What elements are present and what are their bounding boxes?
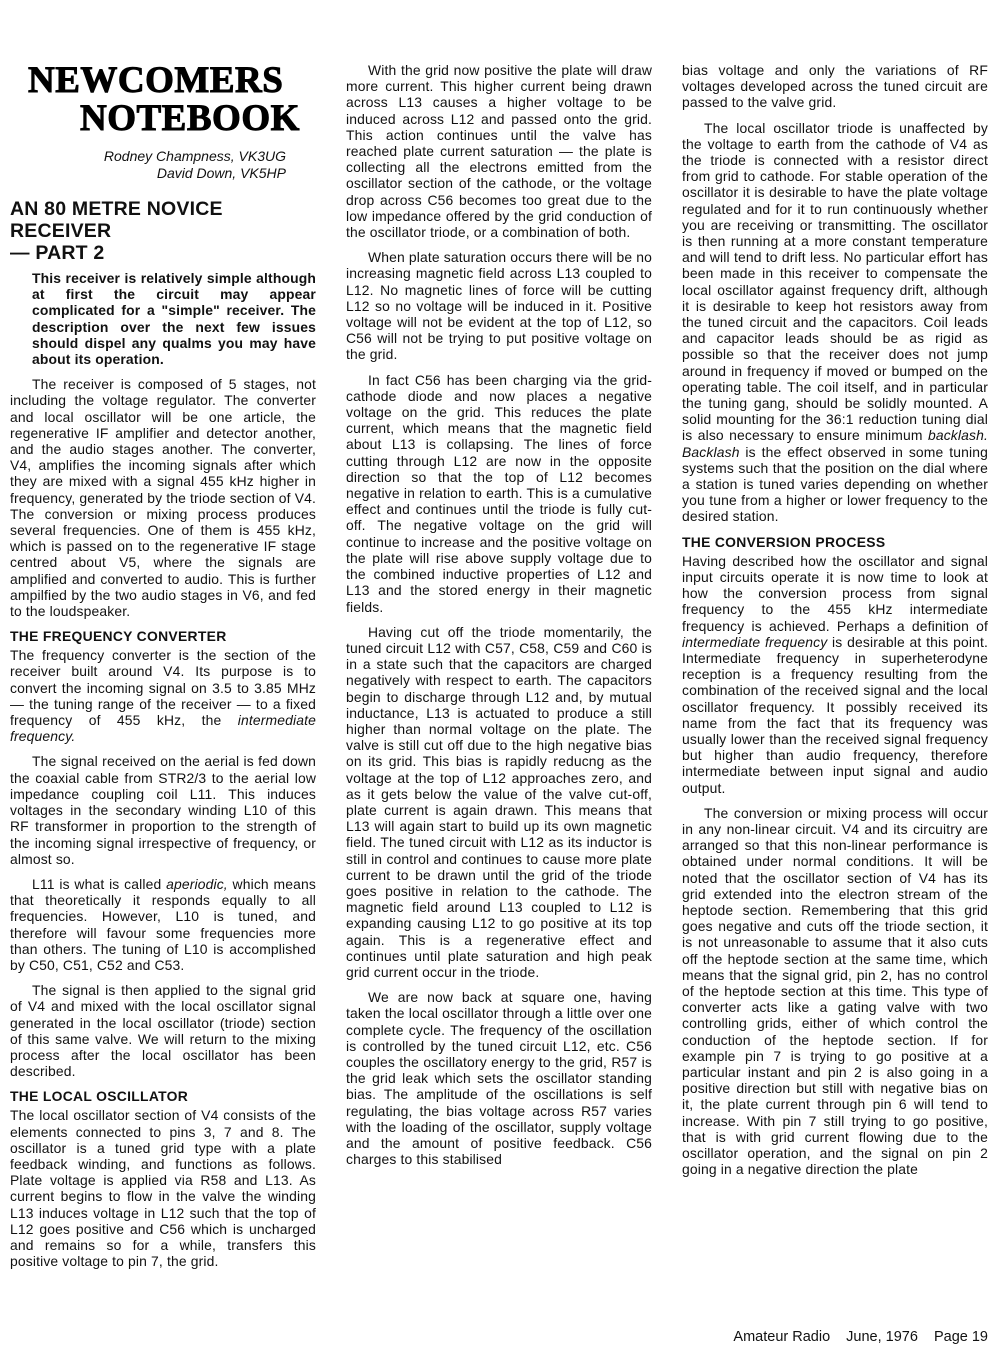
author-2: David Down, VK5HP	[156, 165, 286, 181]
body-paragraph	[682, 553, 988, 796]
masthead	[10, 62, 316, 138]
masthead-line-2: NOTEBOOK	[80, 98, 300, 139]
italic-term: backlash. Backlash	[682, 427, 988, 460]
text-run: Having described how the oscillator and signal input circuits operate it is now time to look at how the conversion process from signal frequency to the 455 kHz intermediate frequency is achieved. Perhaps a definition of	[682, 552, 988, 634]
body-paragraph: Having cut off the triode momentarily, the tuned circuit L12 with C57, C58, C59 and C60 is in a state such that the capacitors are charged negatively with respect to earth. The capacitors begin to discharge through L12 and, by mutual inductance, L13 is actuated to produce a still higher than normal voltage on the plate. The valve is still cut off due to the high negative bias on its grid. This bias is rapidly reducng as the voltage at the top of L12 approaches zero, and as it gets below the value of the valve cut-off, plate current is again drawn. This means that L13 will again start to build up its own magnetic field. The tuned circuit with L12 as its inductor is still in control and continues to cause more plate current to be drawn until the grid of the triode goes positive in relation to the cathode. The magnetic field around L13 coupled to L12 is expanding causing L12 to go positive at its top again. This is a regenerative effect and continues until plate saturation and high peak grid current occur in the triode.	[346, 623, 652, 980]
article-title	[10, 198, 316, 264]
body-paragraph: bias voltage and only the variations of RF voltages developed across the tuned circuit are passed to the valve grid.	[682, 62, 988, 111]
section-heading: THE CONVERSION PROCESS	[682, 533, 886, 550]
body-paragraph	[10, 647, 316, 744]
italic-term: aperiodic,	[166, 875, 228, 892]
body-paragraph: With the grid now positive the plate will draw more current. This higher current being drawn across L13 causes a higher voltage to be induced across L12 and passed onto the grid. This action continues until the valve has reached plate current saturation — the plate is collecting all the electrons emitted from the oscillator section of the cathode, or the voltage drop across C56 becomes too great due to the low impedance offered by the grid conduction of the oscillator triode, or a combination of both.	[346, 62, 652, 241]
body-paragraph: The conversion or mixing process will occur in any non-linear circuit. V4 and its circuitry are arranged so that this non-linear performance is obtained under normal conditions. It will be noted that the oscillator section of V4 has its grid extended into the electron stream of the heptode section. Remembering that this grid goes negative and cuts off the triode section, it is not unreasonable to assume that it also cuts off the heptode section at the same time, which means that the signal grid, pin 2, has no control of the heptode section at this time. This type of converter acts like a gating valve with two controlling grids, either of which control the conduction of the heptode section. If for example pin 7 is trying to go positive at a particular instant and pin 2 is also going in a positive direction but still with negative bias on it, the plate current through pin 6 will tend to increase. With pin 7 still trying to go positive, that is with grid current flowing due to the oscillator operation, and the signal on pin 2 going in a negative direction the plate	[682, 804, 988, 1178]
article-title-line-2: — PART 2	[10, 242, 105, 264]
text-run: is the effect observed in some tuning systems such that the position on the dial where a station is tuned varies depending on whether you tune from a higher or lower frequency to the desired station.	[682, 443, 988, 525]
body-paragraph: The signal is then applied to the signal grid of V4 and mixed with the local oscillator signal generated in the local oscillator (triode) section of this same valve. We will return to the mixing process after the local oscillator has been described.	[10, 982, 316, 1080]
column-1	[10, 62, 316, 1278]
text-run: The frequency converter is the section of the receiver built around V4. Its purpose is to convert the incoming signal on 3.5 to 3.85 MHz — the tuning range of the receiver — to a fixed frequency of 455 kHz, the	[10, 647, 316, 729]
column-3	[682, 62, 988, 1186]
body-paragraph: The local oscillator section of V4 consists of the elements connected to pins 3, 7 and 8. The oscillator is a tuned grid type with a plate feedback winding, and functions as follows. Plate voltage is applied via R58 and L13. As current begins to flow in the valve the winding L13 induces voltage in L12 such that the top of L12 goes positive and C56 which is uncharged and remains so for a while, transfers this positive voltage to pin 7, the grid.	[10, 1107, 316, 1270]
body-paragraph: The receiver is composed of 5 stages, not including the voltage regulator. The converter and local oscillator will be one article, the regenerative IF amplifier and detector another, and the audio stages another. The converter, V4, amplifies the incoming signals after which they are mixed with a signal 455 kHz higher in frequency, generated by the triode section of V4. The conversion or mixing process produces several frequencies. One of them is 455 kHz, which is passed on to the regenerative IF stage centred about V5, where the signals are amplified and converted to audio. This is further ampilfied by the two audio stages in V6, and fed to the loudspeaker.	[10, 376, 316, 620]
text-run: The local oscillator triode is unaffected by the voltage to earth from the cathode of V4 as the triode is connected with a resistor direct from grid to cathode. For stable operation of the oscillator it is desirable to have the plate voltage regulated and for it to run continuously whether you are receiving or transmitting. The oscillator is then running at a more constant temperature and will tend to drift less. No particular effort has been made in this receiver to compensate the local oscillator against frequency drift, although it is desirable to keep hot resistors away from the tuned circuit and the capacitors. Coil leads and capacitor leads should be as rigid as possible so that the receiver does not jump around in frequency if moved or bumped on the operating table. The coil itself, and in particular the tuning gang, should be solidly mounted. A solid mounting for the 36:1 reduction tuning dial is also necessary to ensure minimum	[682, 119, 988, 444]
author-byline	[10, 148, 286, 182]
article-title-line-1: AN 80 METRE NOVICE RECEIVER	[10, 198, 223, 242]
masthead-line-1: NEWCOMERS	[28, 60, 284, 101]
standfirst: This receiver is relatively simple although at first the circuit may appear complicated for a "simple" receiver. The description over the next few issues should dispel any qualms you may have about its operation.	[32, 270, 316, 368]
issue-date: June, 1976	[846, 1329, 918, 1345]
body-paragraph: When plate saturation occurs there will be no increasing magnetic field across L13 coupled to L12. No magnetic lines of force will be cutting L12 so no voltage will be induced in it. Positive voltage will not be evident at the top of L12, so C56 will not be trying to put positive voltage on the grid.	[346, 249, 652, 363]
italic-term: intermediate frequency.	[10, 712, 316, 745]
body-paragraph: In fact C56 has been charging via the grid-cathode diode and now places a negative voltage on the grid. This reduces the plate current, which means that the magnetic field about L13 is collapsing. The lines of force cutting through L12 are now in the opposite direction so that the top of L12 becomes negative in relation to earth. This is a cumulative effect and continues until the triode is fully cut-off. The negative voltage on the grid will continue to increase and the positive voltage on the plate will rise above supply voltage due to the combined inductive properties of L12 and L13 and the stored energy in their magnetic fields.	[346, 371, 652, 615]
publication-name: Amateur Radio	[733, 1329, 831, 1345]
text-run: is desirable at this point. Intermediate frequency in superheterodyne reception is a frequency resulting from the combination of the received signal and the local oscillator frequency. It possibly received its name from the fact that its frequency was usually lower than the received signal frequency but higher than audio frequency, therefore intermediate between input signal and audio output.	[682, 633, 988, 796]
section-heading: THE FREQUENCY CONVERTER	[10, 628, 227, 645]
text-run: L11 is what is called	[32, 875, 167, 892]
section-heading: THE LOCAL OSCILLATOR	[10, 1088, 189, 1105]
page-footer	[733, 1328, 988, 1346]
body-paragraph	[682, 120, 988, 525]
column-2	[346, 62, 652, 1176]
body-paragraph	[10, 876, 316, 973]
text-run: which means that theoretically it responds equally to all frequencies. However, L10 is tuned, and therefore will favour some frequencies more than others. The tuning of L10 is accomplished by C50, C51, C52 and C53.	[10, 875, 316, 973]
page-number: Page 19	[933, 1329, 988, 1345]
body-paragraph: The signal received on the aerial is fed down the coaxial cable from STR2/3 to the aerial low impedance coupling coil L11. This induces voltages in the secondary winding L10 of this RF transformer in proportion to the strength of the incoming signal irrespective of frequency, or almost so.	[10, 753, 316, 867]
author-1: Rodney Champness, VK3UG	[103, 148, 286, 164]
body-paragraph: We are now back at square one, having taken the local oscillator through a little over one complete cycle. The frequency of the oscillation is controlled by the tuned circuit L12, etc. C56 couples the oscillatory energy to the grid, R57 is the grid leak which sets the oscillator standing bias. The amplitude of the oscillations is self regulating, the bias voltage across R57 varies with the loading of the oscillator, supply voltage and the amount of positive feedback. C56 charges to this stabilised	[346, 989, 652, 1168]
italic-term: intermediate frequency	[682, 633, 828, 650]
